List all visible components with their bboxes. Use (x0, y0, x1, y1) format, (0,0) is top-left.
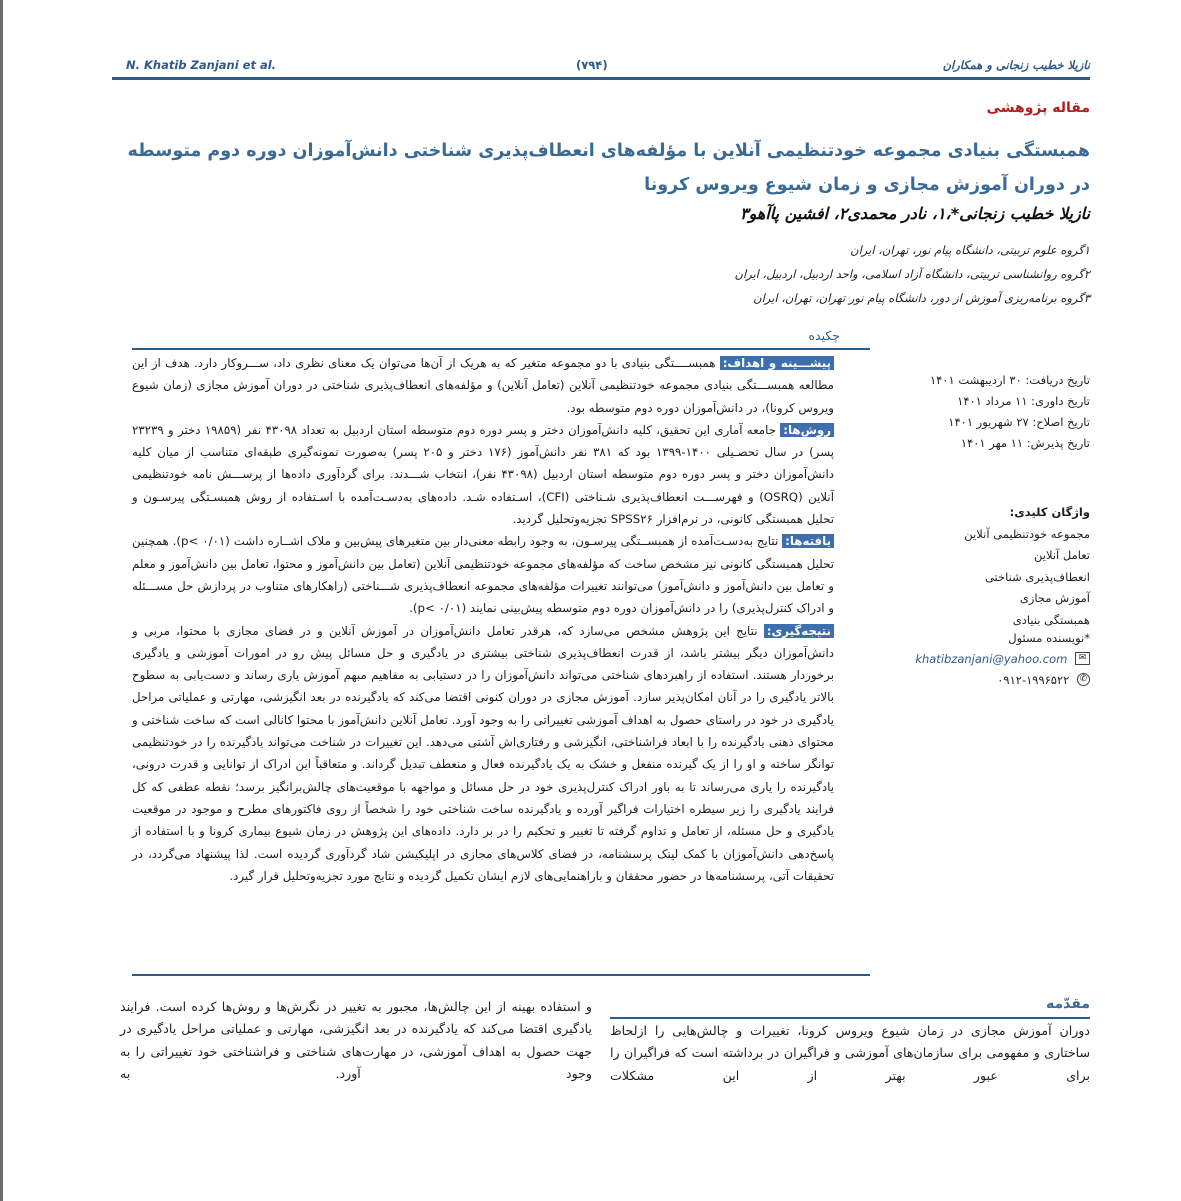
header-rule (112, 77, 1090, 80)
affiliation-1: ۱گروه علوم تربیتی، دانشگاه پیام نور، تهران، ایران (850, 243, 1090, 257)
affiliations (735, 238, 1091, 310)
abstract-text-methods: جامعه آماری این تحقیق، کلیه دانش‌آموزان دختر و پسر دوره دوم متوسطه استان اردبیل به تعداد ۴۳۰۹۸ نفر (۱۹۸۵۹ دختر و ۲۳۲۳۹ پسر) در سال تحصـیلی ۱۴۰۰-۱۳۹۹ بود که ۳۸۱ نفر دانش‌آموز (۱۷۶ دختر و ۲۰۵ پسر) به‌صورت نمونه‌گیری طبقه‌ای متناسب از میان کلیه دانش‌آموزان دختر و پسر دوره دوم متوسطه استان اردبیل (۴۳۰۹۸ نفر)، انتخاب شـــدند. برای گردآوری داده‌ها از پرســـش نامه خودتنظیمی آنلاین (OSRQ) و فهرســـت انعطاف‌پذیری شـناختی (CFI)، اسـتفاده شـد. داده‌های به‌دسـت‌آمده با اسـتفاده از روش همبسـتگی پیرسـون و تحلیل همبستگی کانونی، در نرم‌افزار SPSS۲۶ تجزیه‌وتحلیل گردید. (132, 422, 835, 527)
abstract-methods (132, 419, 834, 530)
abstract-findings (132, 530, 834, 619)
phone-icon: ✆ (1077, 673, 1090, 686)
page-number: (۷۹۴) (576, 58, 608, 72)
abstract-heading-findings: یافته‌ها: (782, 534, 834, 548)
phone-row (830, 670, 1090, 691)
keyword-item: مجموعه خودتنظیمی آنلاین (964, 526, 1090, 541)
abstract-text-findings: نتایج به‌دسـت‌آمده از همبســتگی پیرسـون، به وجود رابطه معنی‌دار بین متغیرهای پیش‌بین و ملاک اشــاره داشت (p< ۰/۰۱). همچنین تحلیل همبستگی کانونی نیز مشخص ساخت که مؤلفه‌های مجموعه خودتنظیمی آنلاین (تعامل بین دانش‌آموز و محتوا، تعامل بین دانش‌آموز و معلم و تعامل بین دانش‌آموز و دانش‌آموز) می‌توانند تغییرات مؤلفه‌های مجموعه انعطاف‌پذیری شـــناختی (راهکارهای متناوب در پردازش حل مســـئله و ادراک کنترل‌پذیری) را در دانش‌آموزان دوره دوم متوسطه پیش‌بینی نمایند (p< ۰/۰۱). (132, 534, 834, 616)
article-dates (850, 370, 1090, 454)
abstract-rule-top (132, 348, 870, 350)
abstract-body (132, 352, 834, 887)
introduction-text-right: دوران آموزش مجازی در زمان شیوع ویروس کرونا، تغییرات و چالش‌هایی را ازلحاظ ساختاری و مفهومی برای سازمان‌های آموزشی و فراگیران در برداشته است که فراگیران را برای عبور بهتر از این مشکلات (610, 1023, 1090, 1083)
article-info-sidebar (850, 370, 1090, 631)
phone-number: ۰۹۱۲-۱۹۹۶۵۲۲ (997, 673, 1070, 687)
date-reviewed: تاریخ داوری: ۱۱ مرداد ۱۴۰۱ (957, 394, 1090, 408)
introduction-rule (610, 1017, 1090, 1019)
abstract-rule-bottom (132, 974, 870, 976)
paper-page (112, 0, 1090, 1201)
abstract-label: چکیده (808, 328, 840, 343)
email-row (830, 649, 1090, 670)
affiliation-3: ۳گروه برنامه‌ریزی آموزش از دور، دانشگاه پیام نور تهران، تهران، ایران (753, 291, 1090, 305)
paper-title: همبستگی بنیادی مجموعه خودتنظیمی آنلاین با مؤلفه‌های انعطاف‌پذیری شناختی دانش‌آموزان دوره دوم متوسطه در دوران آموزش مجازی و زمان شیوع ویروس کرونا (127, 141, 1090, 195)
article-type: مقاله پژوهشی (986, 100, 1090, 116)
email-link[interactable]: khatibzanjani@yahoo.com (915, 652, 1068, 666)
keywords-block (850, 502, 1090, 631)
abstract-background (132, 352, 834, 419)
keyword-item: همبستگی بنیادی (1012, 612, 1090, 627)
abstract-text-conclusion: نتایج این پژوهش مشخص می‌سازد که، هرقدر تعامل دانش‌آموزان در آموزش آنلاین و در فضای مجازی با محتوا، مربی و دانش‌آموزان دیگر بیشتر باشد، از قدرت انعطاف‌پذیری شناختی بیشتری در یادگیری و حل مسائل پیش رو در امورات آموزشی و یادگیری برخوردار هستند. استفاده از راهبردهای شناختی می‌تواند دانش‌آموزان را در دستیابی به مفاهیم مبهم آموزش یاری رساند و دست‌یابی به سطوح بالاتر یادگیری را در آنان امکان‌پذیر سازد. آموزش مجازی در دوران کنونی اقتضا می‌کند که یادگیرنده در بعد انگیزشی، مهارتی و عملیاتی مراحل یادگیری در خود در راستای حصول به اهداف آموزشی تغییراتی را به وجود آورد. تعامل آنلاین دانش‌آموز با محتوا کانالی است که ساخت شناختی و محتوای ذهنی یادگیرنده را با ابعاد فراشناختی، انگیزشی و رفتاری‌اش آشتی می‌دهد. این تغییرات در شناخت می‌تواند یادگیرنده را در خودتنظیمی توانگر ساخته و او را از یک گیرنده منفعل و خشک به یک یادگیرنده فعال و منعطف تبدیل گرداند. و متعاقباً این ادراک از توانایی و قدرت درونی، یادگیرنده را یاری می‌رساند تا به باور ادراک کنترل‌پذیری خود در حل مسائل و مواجهه با موقعیت‌های چالش‌برانگیز برسد؛ نقطه عطفی که کل فرایند یادگیری را زیر سیطره اختیارات فراگیر آورده و یادگیرنده ساخت شناختی خود را شخصاً از روی فاکتورهای مطرح و موجود در موقعیت یادگیری و حل مسئله، از تعامل و تداوم گرفته تا تغییر و تحکیم را در بر دارد. داده‌های این پژوهش در زمان شیوع بیماری کرونا و با استفاده از پاسخ‌دهی دانش‌آموزان با کمک لینک پرسشنامه، در فضای کلاس‌های مجازی در اپلیکیشن شاد گردآوری گردیده است. لذا پیشنهاد می‌گردد، در تحقیقات آتی، پرسشنامه‌ها در حضور محققان و باراهنمایی‌های لازم ایشان تکمیل گردیده و نتایج مورد تجزیه‌وتحلیل قرار گیرد. (132, 623, 834, 883)
abstract-conclusion (132, 620, 834, 888)
running-header-english: N. Khatib Zanjani et al. (126, 58, 277, 72)
date-received: تاریخ دریافت: ۳۰ اردیبهشت ۱۴۰۱ (929, 373, 1090, 387)
introduction-column-right (610, 1020, 1090, 1087)
corresponding-label: *نویسنده مسئول (1008, 631, 1090, 645)
introduction-text-left: و استفاده بهینه از این چالش‌ها، مجبور به تغییر در نگرش‌ها و روش‌ها کرده است. فرایند یادگیری اقتضا می‌کند که یادگیرنده در بعد انگیزشی، مهارتی و عملیاتی مراحل یادگیری در جهت حصول به اهداف آموزشی، در مهارت‌های شناختی و فراشناختی خود تغییراتی را به وجود آورد. به (120, 999, 592, 1081)
page-left-edge (0, 0, 3, 1201)
keywords-title: واژگان کلیدی: (1009, 505, 1090, 519)
envelope-icon: ✉ (1075, 652, 1090, 665)
abstract-heading-background: پیشـــینه و اهداف: (720, 356, 834, 370)
introduction-title: مقدّمه (1046, 996, 1090, 1012)
keyword-item: آموزش مجازی (1019, 591, 1090, 605)
affiliation-2: ۲گروه روانشناسی تربیتی، دانشگاه آزاد اسلامی، واحد اردبیل، اردبیل، ایران (734, 267, 1090, 281)
abstract-heading-methods: روش‌ها: (780, 423, 834, 437)
keyword-item: انعطاف‌پذیری شناختی (984, 569, 1090, 584)
keyword-item: تعامل آنلاین (1034, 548, 1090, 562)
abstract-text-background: همبســــتگی بنیادی با دو مجموعه متغیر که به هریک از آن‌ها می‌توان یک معنای نظری داد، ســـروکار دارد. هدف از این مطالعه همبســـتگی بنیادی مجموعه خودتنظیمی آنلاین (تعامل آنلاین) و مؤلفه‌های انعطاف‌پذیری شناختی در دوران آموزش مجازی (زمان شیوع ویروس کرونا)، در دانش‌آموزان دوره دوم متوسطه بود. (132, 356, 834, 415)
abstract-heading-conclusion: نتیجه‌گیری: (764, 624, 834, 638)
date-accepted: تاریخ پذیرش: ۱۱ مهر ۱۴۰۱ (960, 436, 1090, 450)
introduction-column-left (120, 996, 592, 1085)
corresponding-author (830, 628, 1090, 691)
running-header (112, 56, 1090, 76)
date-revised: تاریخ اصلاح: ۲۷ شهریور ۱۴۰۱ (948, 415, 1090, 429)
authors: نازیلا خطیب زنجانی*،۱، نادر محمدی۲، افشین پاآهو۳ (740, 204, 1090, 223)
running-header-persian: نازیلا خطیب زنجانی و همکاران (942, 58, 1090, 72)
